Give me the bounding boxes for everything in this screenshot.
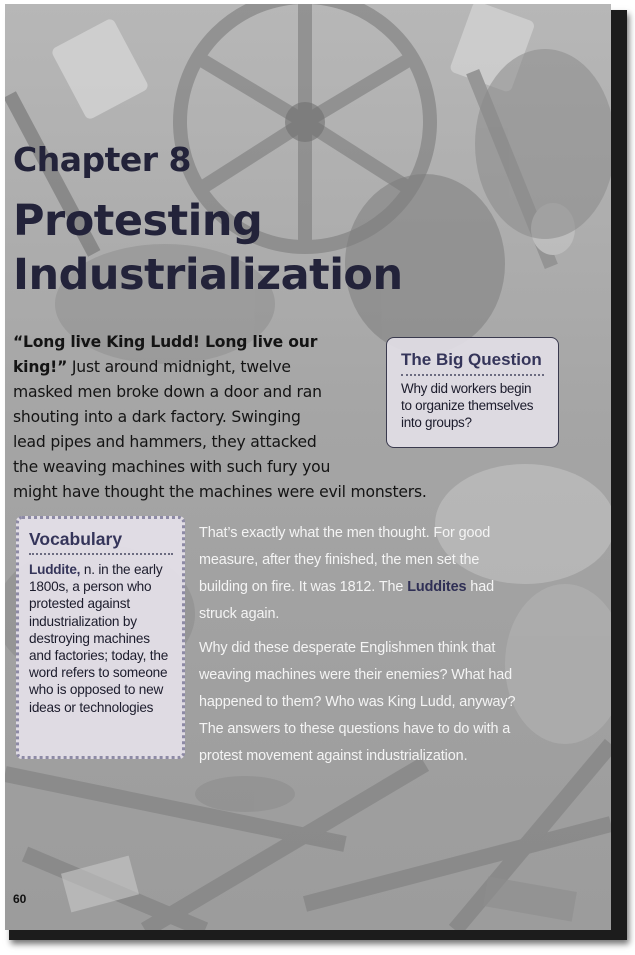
big-question-title: The Big Question xyxy=(401,350,544,376)
body-p2-line-4: The answers to these questions have to do with a xyxy=(199,721,511,737)
body-p2-line-1: Why did these desperate Englishmen think that xyxy=(199,640,496,656)
chapter-number: Chapter 8 xyxy=(13,140,191,179)
body-p1-line-3-post: had xyxy=(466,579,495,595)
big-question-box xyxy=(386,337,559,448)
vocabulary-definition-text: n. in the early 1800s, a person who protested against industrialization by destroying machines and factories; today, the word refers to someone who is opposed to new ideas or technologies xyxy=(29,562,169,715)
vocabulary-term: Luddite, xyxy=(29,562,81,577)
body-p1-line-3-pre: building on fire. It was 1812. The xyxy=(199,579,408,595)
vocabulary-title: Vocabulary xyxy=(29,529,173,555)
body-paragraph-2 xyxy=(199,635,601,770)
big-question-text: Why did workers begin to organize themselves into groups? xyxy=(401,381,534,430)
vocabulary-definition xyxy=(29,561,173,716)
intro-line-7: might have thought the machines were evil monsters. xyxy=(13,483,427,501)
intro-line-5: lead pipes and hammers, they attacked xyxy=(13,433,317,451)
body-p1-line-4: struck again. xyxy=(199,606,280,622)
chapter-title-line-1: Protesting xyxy=(13,196,263,246)
intro-line-6: the weaving machines with such fury you xyxy=(13,458,331,476)
chapter-title xyxy=(13,194,533,302)
luddites-keyword: Luddites xyxy=(407,579,467,595)
vocabulary-box xyxy=(16,516,185,759)
body-paragraph-1 xyxy=(199,520,601,628)
textbook-page xyxy=(5,4,611,930)
page-number: 60 xyxy=(13,892,27,906)
body-p2-line-5: protest movement against industrialization. xyxy=(199,748,468,764)
body-p1-line-1: That’s exactly what the men thought. For good xyxy=(199,525,491,541)
chapter-title-line-2: Industrialization xyxy=(13,250,403,300)
body-p2-line-3: happened to them? Who was King Ludd, anyway? xyxy=(199,694,516,710)
intro-quote-line-1: “Long live King Ludd! Long live our xyxy=(13,333,318,351)
body-text xyxy=(199,520,601,777)
intro-line-3: masked men broke down a door and ran xyxy=(13,383,322,401)
body-p1-line-2: measure, after they finished, the men set the xyxy=(199,552,480,568)
intro-line-2-rest: Just around midnight, twelve xyxy=(67,358,291,376)
intro-line-4: shouting into a dark factory. Swinging xyxy=(13,408,301,426)
intro-quote-line-2: king!” xyxy=(13,358,68,376)
body-p1-line-3 xyxy=(199,574,601,601)
body-p2-line-2: weaving machines were their enemies? What had xyxy=(199,667,513,683)
